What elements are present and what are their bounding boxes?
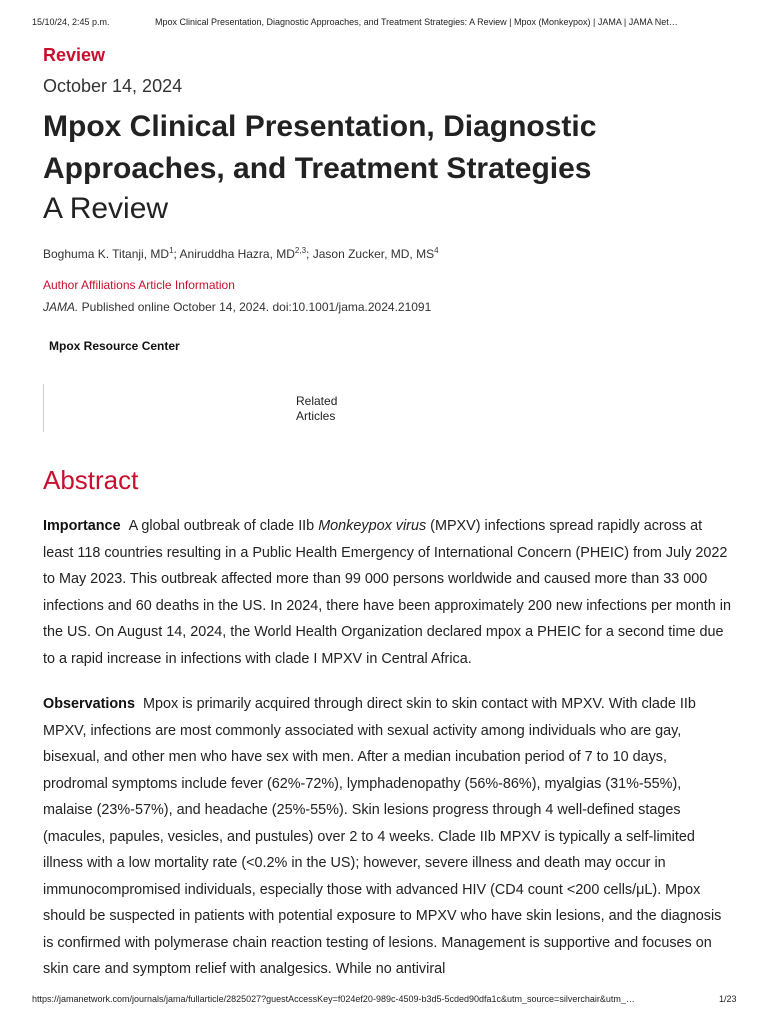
journal-name: JAMA. <box>43 300 79 314</box>
author-separator: ; <box>306 247 313 261</box>
article-type-kicker: Review <box>43 45 106 65</box>
importance-label: Importance <box>43 518 121 534</box>
observations-text: Mpox is primarily acquired through direct skin to skin contact with MPXV. With clade IIb MPXV, infections are most commonly associated with sexual activity among individuals who are gay, bisexual, and other men who have sex with men. After a median incubation period of 7 to 10 days, prodromal symptoms include fever (62%-72%), lymphadenopathy (56%-86%), myalgias (31%-55%), malaise (23%-57%), and headache (25%-55%). Skin lesions progress through 4 well-defined stages (macules, papules, vesicles, and pustules) over 2 to 4 weeks. Clade IIb MPXV is typically a self-limited illness with a low mortality rate (<0.2% in the US); however, severe illness and death may occur in immunocompromised individuals, especially those with advanced HIV (CD4 count <200 cells/μL). Mpox should be suspected in patients with potential exposure to MPXV who have skin lesions, and the diagnosis is confirmed with polymerase chain reaction testing of lesions. Management is supportive and focuses on skin care and symptom relief with analgesics. While no antiviral <box>43 696 722 977</box>
publication-date: October 14, 2024 <box>43 76 183 96</box>
author-affiliations-link[interactable]: Author Affiliations <box>43 278 136 292</box>
author-list <box>43 246 439 261</box>
citation-text: Published online October 14, 2024. doi:10.1001/jama.2024.21091 <box>78 300 432 314</box>
observations-label: Observations <box>43 696 135 712</box>
author-separator: ; <box>173 247 180 261</box>
author-name[interactable]: Boghuma K. Titanji, MD <box>43 247 170 261</box>
related-articles-panel <box>43 384 644 432</box>
importance-text-before: A global outbreak of clade IIb <box>128 518 319 534</box>
article-title: Mpox Clinical Presentation, Diagnostic Approaches, and Treatment Strategies <box>43 110 597 185</box>
print-header <box>0 0 768 44</box>
print-footer <box>0 990 768 1010</box>
article-information-link[interactable]: Article Information <box>138 278 235 292</box>
page-number: 1/23 <box>719 994 737 1004</box>
importance-text-after: (MPXV) infections spread rapidly across at least 118 countries resulting in a Public Health Emergency of International Concern (PHEIC) from July 2022 to May 2023. This outbreak affected more than 99 000 persons worldwide and caused more than 33 000 infections and 60 deaths in the US. In 2024, there have been approximately 200 new infections per month in the US. On August 14, 2024, the World Health Organization declared mpox a PHEIC for a second time due to a rapid increase in infections with clade I MPXV in Central Africa. <box>43 518 731 667</box>
author-name[interactable]: Aniruddha Hazra, MD <box>179 247 295 261</box>
print-document-title: Mpox Clinical Presentation, Diagnostic Approaches, and Treatment Strategies: A Review | Mpox (Monkeypox) | JAMA | JAMA Net… <box>155 17 678 27</box>
importance-paragraph <box>43 513 733 672</box>
author-name[interactable]: Jason Zucker, MD, MS <box>312 247 435 261</box>
article-info-links <box>43 278 235 292</box>
author-affiliation-sup: 1 <box>169 246 174 255</box>
related-articles-label[interactable]: Related Articles <box>296 394 338 423</box>
citation-line <box>43 300 431 314</box>
print-url: https://jamanetwork.com/journals/jama/fullarticle/2825027?guestAccessKey=f024ef20-989c-4509-b3d5-5cded90dfa1c&utm_source=silverchair&utm_… <box>32 994 635 1004</box>
print-date: 15/10/24, 2:45 p.m. <box>32 17 110 27</box>
virus-name-italic: Monkeypox virus <box>318 518 427 534</box>
observations-paragraph <box>43 691 733 983</box>
author-affiliation-sup: 2,3 <box>294 246 307 255</box>
article-subtitle: A Review <box>43 192 169 225</box>
abstract-heading: Abstract <box>43 465 139 495</box>
mpox-resource-center-link[interactable]: Mpox Resource Center <box>49 339 180 353</box>
author-affiliation-sup: 4 <box>434 246 439 255</box>
